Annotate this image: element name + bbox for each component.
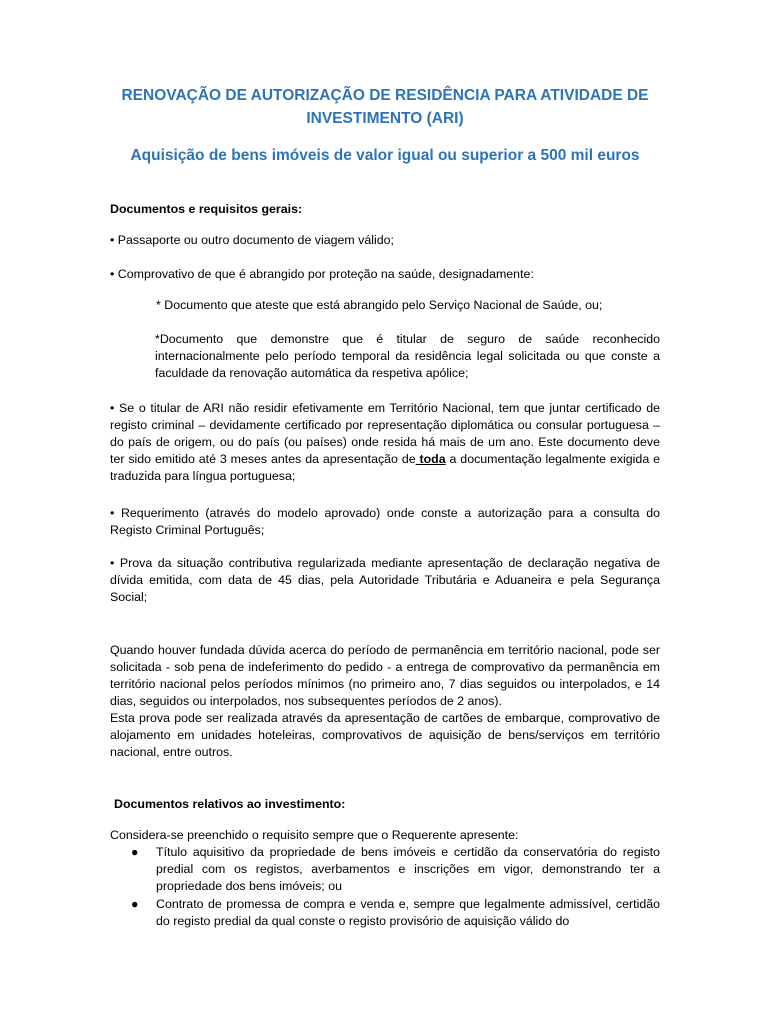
health-item: • Comprovativo de que é abrangido por proteção na saúde, designadamente: [110, 267, 534, 281]
stay-proof-paragraph: Esta prova pode ser realizada através da apresentação de cartões de embarque, comprovativo de alojamento em unidades hoteleiras, comprovativos de aquisição de bens/serviços em território nacional, entre outros. [110, 711, 660, 759]
title-line-1: RENOVAÇÃO DE AUTORIZAÇÃO DE RESIDÊNCIA PARA ATIVIDADE DE [121, 87, 649, 104]
title-line-2: INVESTIMENTO (ARI) [306, 110, 464, 127]
criminal-record-text: • Se o titular de ARI não residir efetivamente em Território Nacional, tem que juntar certificado de registo criminal – devidamente certificado por representação diplomática ou consular portuguesa – do país de origem, ou do país (ou países) onde resida há mais de um ano. Este documento deve ter sido emitido até 3 meses antes da apresentação de [110, 401, 660, 466]
general-heading: Documentos e requisitos gerais: [110, 202, 303, 216]
criminal-record-item [110, 400, 660, 485]
tax-item: • Prova da situação contributiva regularizada mediante apresentação de declaração negativa de dívida emitida, com data de 45 dias, pela Autoridade Tributária e Aduaneira e pela Segurança Social; [110, 556, 660, 604]
investment-item: Título aquisitivo da propriedade de bens imóveis e certidão da conservatória do registo predial com os registos, averbamentos e inscrições em vigor, demonstrando ter a propriedade dos bens imóveis; ou [156, 845, 660, 893]
investment-intro: Considera-se preenchido o requisito sempre que o Requerente apresente: [110, 828, 519, 842]
health-insurance-item: *Documento que demonstre que é titular de seguro de saúde reconhecido internacionalmente pelo período temporal da residência legal solicitada ou que conste a faculdade da renovação automática da respetiva apólice; [155, 332, 660, 380]
health-sns-item: * Documento que ateste que está abrangido pelo Serviço Nacional de Saúde, ou; [156, 298, 603, 312]
bullet-icon: ● [131, 845, 139, 859]
investment-heading: Documentos relativos ao investimento: [114, 797, 346, 811]
criminal-record-emphasis: toda [415, 452, 446, 466]
stay-doubt-paragraph: Quando houver fundada dúvida acerca do período de permanência em território nacional, pode ser solicitada - sob pena de indeferimento do pedido - a entrega de comprovativo da permanência em território nacional pelos períodos mínimos (no primeiro ano, 7 dias seguidos ou interpolados, e 14 dias, seguidos ou interpolados, nos subsequentes períodos de 2 anos). [110, 643, 660, 708]
bullet-icon: ● [131, 897, 139, 911]
request-item: • Requerimento (através do modelo aprovado) onde conste a autorização para a consulta do Registo Criminal Português; [110, 506, 660, 537]
investment-item: Contrato de promessa de compra e venda e, sempre que legalmente admissível, certidão do registo predial da qual conste o registo provisório de aquisição válido do [156, 897, 660, 928]
document-subtitle: Aquisição de bens imóveis de valor igual ou superior a 500 mil euros [130, 147, 640, 164]
criminal-record-text-end: a documentação legalmente exigida e traduzida para língua portuguesa; [110, 452, 660, 483]
passport-item: • Passaporte ou outro documento de viagem válido; [110, 233, 394, 247]
document-title [100, 84, 670, 130]
